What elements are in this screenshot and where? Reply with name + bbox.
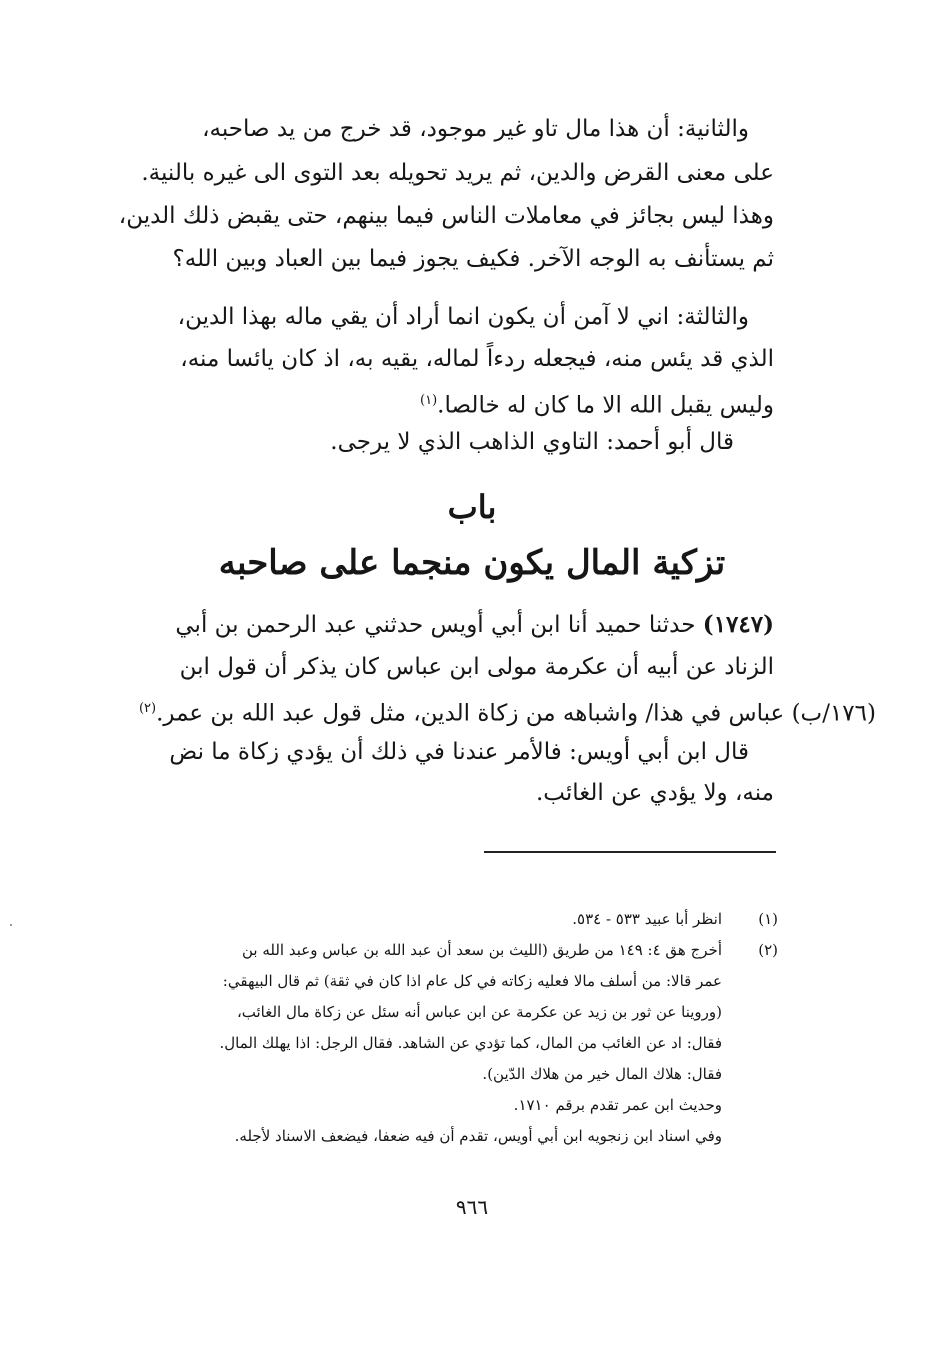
- footnote-2-line-3: (وروينا عن ثور بن زيد عن عكرمة عن ابن عباس أنه سئل عن زكاة مال الغائب،: [236, 1003, 722, 1021]
- hadith-line-3: [139, 694, 876, 729]
- footnote-marker-2[interactable]: (٢): [138, 701, 157, 716]
- paragraph-2-line-1: والثالثة: اني لا آمن أن يكون انما أراد أن يقي ماله بهذا الدين،: [177, 304, 749, 330]
- footnote-2-line-6: وحديث ابن عمر تقدم برقم ١٧١٠.: [513, 1096, 722, 1114]
- hadith-line-1-text: حدثنا حميد أنا ابن أبي أويس حدثني عبد الرحمن بن أبي: [175, 612, 696, 638]
- paragraph-1-line-1: والثانية: أن هذا مال تاو غير موجود، قد خرج من يد صاحبه،: [202, 116, 749, 142]
- folio-marker: (١٧٦/ب): [791, 700, 876, 727]
- hadith-line-4: قال ابن أبي أويس: فالأمر عندنا في ذلك أن يؤدي زكاة ما نض: [169, 739, 749, 765]
- footnote-2-number: (٢): [758, 941, 778, 959]
- footnote-separator: [484, 851, 776, 853]
- paragraph-1-line-4: ثم يستأنف به الوجه الآخر. فكيف يجوز فيما بين العباد وبين الله؟: [172, 246, 774, 272]
- hadith-line-2: الزناد عن أبيه أن عكرمة مولى ابن عباس كان يذكر أن قول ابن: [179, 654, 774, 680]
- paragraph-2-line-3-text: وليس يقبل الله الا ما كان له خالصا.: [437, 392, 774, 419]
- footnote-1-text: انظر أبا عبيد ٥٣٣ - ٥٣٤.: [572, 910, 722, 928]
- footnote-2-line-5: فقال: هلاك المال خير من هلاك الدّين).: [482, 1065, 722, 1083]
- hadith-line-5: منه، ولا يؤدي عن الغائب.: [535, 780, 774, 806]
- paragraph-2-line-3: [420, 386, 774, 421]
- chapter-title: تزكية المال يكون منجما على صاحبه: [218, 543, 726, 583]
- chapter-label: باب: [447, 488, 497, 526]
- footnote-2-line-1: أخرج هق ٤: ١٤٩ من طريق (الليث بن سعد أن عبد الله بن عباس وعبد الله بن: [241, 941, 722, 959]
- footnote-2-line-4: فقال: اد عن الغائب من المال، كما تؤدي عن الشاهد. فقال الرجل: اذا يهلك المال.: [219, 1034, 722, 1052]
- footnote-2-line-2: عمر قالا: من أسلف مالا فعليه زكاته في كل عام اذا كان في ثقة) ثم قال البيهقي:: [222, 972, 722, 990]
- scan-speck: [10, 924, 12, 926]
- paragraph-1-line-3: وهذا ليس بجائز في معاملات الناس فيما بينهم، حتى يقبض ذلك الدين،: [118, 203, 774, 229]
- paragraph-3: قال أبو أحمد: التاوي الذاهب الذي لا يرجى.: [330, 429, 734, 455]
- paragraph-2-line-2: الذي قد يئس منه، فيجعله ردءاً لماله، يقيه به، اذ كان يائسا منه،: [180, 346, 774, 372]
- footnote-marker-1[interactable]: (١): [420, 393, 438, 408]
- page-number: ٩٦٦: [455, 1195, 489, 1219]
- hadith-line-3-text: عباس في هذا/ واشباهه من زكاة الدين، مثل قول عبد الله بن عمر.: [156, 700, 785, 727]
- paragraph-1-line-2: على معنى القرض والدين، ثم يريد تحويله بعد التوى الى غيره بالنية.: [141, 160, 774, 186]
- hadith-line-1: [175, 610, 774, 640]
- footnote-1-number: (١): [758, 910, 778, 928]
- hadith-number: (١٧٤٧): [702, 611, 774, 638]
- footnote-2-line-7: وفي اسناد ابن زنجويه ابن أبي أويس، تقدم أن فيه ضعفا، فيضعف الاسناد لأجله.: [234, 1127, 722, 1145]
